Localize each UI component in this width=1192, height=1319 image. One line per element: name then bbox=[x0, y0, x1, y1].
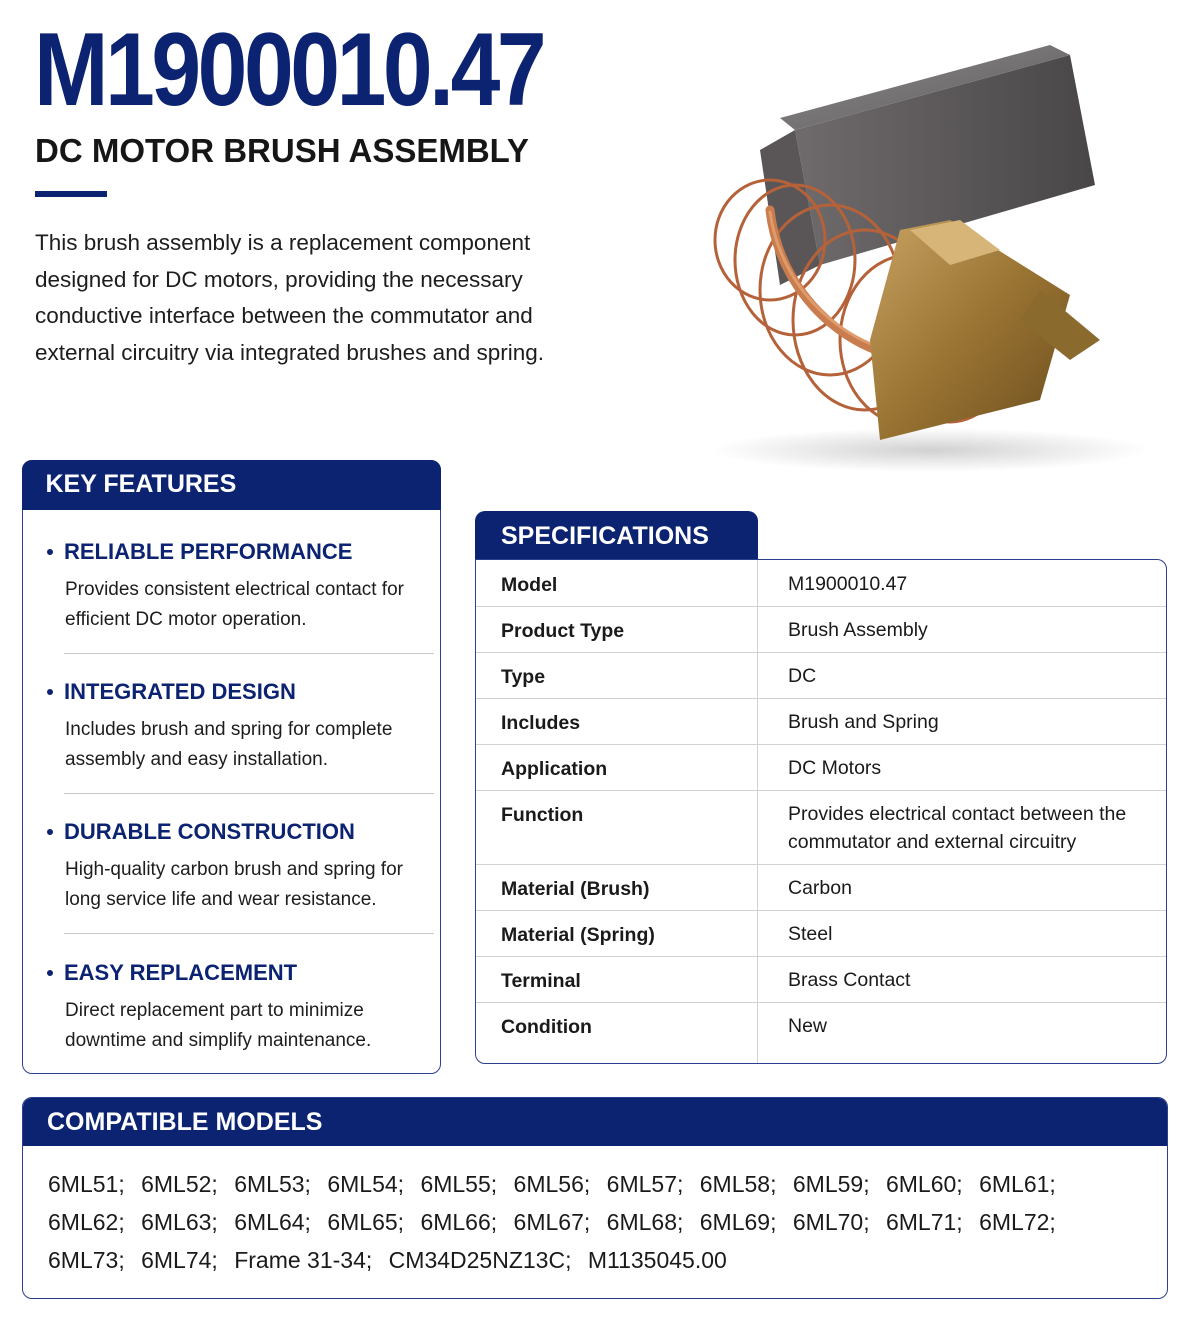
spec-key: Product Type bbox=[501, 620, 625, 642]
model-entry: Frame 31-34; bbox=[234, 1247, 373, 1273]
feature-title-text: DURABLE CONSTRUCTION bbox=[64, 819, 355, 844]
bullet-icon bbox=[47, 549, 53, 555]
model-entry: 6ML73; bbox=[48, 1247, 125, 1273]
product-model-title: M1900010.47 bbox=[34, 12, 544, 128]
model-entry: 6ML63; bbox=[141, 1209, 218, 1235]
spec-value: Brass Contact bbox=[788, 969, 911, 991]
feature-item bbox=[47, 539, 427, 634]
spec-key: Application bbox=[501, 758, 608, 780]
feature-item bbox=[47, 679, 427, 774]
feature-title bbox=[47, 679, 427, 705]
spec-value: New bbox=[788, 1015, 828, 1037]
spec-value: Provides electrical contact between the commutator and external circuitry bbox=[788, 803, 1127, 853]
model-entry: 6ML53; bbox=[234, 1171, 311, 1197]
table-row bbox=[476, 1003, 1166, 1063]
model-entry: 6ML72; bbox=[979, 1209, 1056, 1235]
spec-key: Material (Brush) bbox=[501, 878, 650, 900]
key-features-heading: KEY FEATURES bbox=[22, 460, 441, 510]
table-row bbox=[476, 607, 1166, 653]
model-entry: 6ML52; bbox=[141, 1171, 218, 1197]
model-entry: 6ML60; bbox=[885, 1171, 963, 1197]
model-entry: 6ML56; bbox=[513, 1171, 591, 1197]
spec-value: Steel bbox=[788, 923, 833, 945]
model-entry: CM34D25NZ13C; bbox=[388, 1247, 572, 1273]
model-entry: 6ML74; bbox=[141, 1247, 218, 1273]
table-row bbox=[476, 653, 1166, 699]
spec-key: Model bbox=[501, 574, 558, 596]
spec-key: Type bbox=[501, 666, 546, 688]
model-entry: 6ML68; bbox=[606, 1209, 684, 1235]
feature-title-text: INTEGRATED DESIGN bbox=[64, 679, 296, 704]
feature-description: Includes brush and spring for complete assembly and easy installation. bbox=[65, 719, 393, 770]
key-features-panel bbox=[22, 460, 441, 1074]
table-row bbox=[476, 699, 1166, 745]
spec-key: Condition bbox=[501, 1016, 592, 1038]
specifications-heading: SPECIFICATIONS bbox=[475, 511, 758, 561]
feature-description: Provides consistent electrical contact for efficient DC motor operation. bbox=[65, 579, 404, 630]
model-entry: 6ML71; bbox=[885, 1209, 963, 1235]
spec-key: Function bbox=[501, 804, 584, 826]
feature-description: High-quality carbon brush and spring for long service life and wear resistance. bbox=[65, 859, 403, 910]
spec-key: Material (Spring) bbox=[501, 924, 655, 946]
feature-divider bbox=[64, 933, 434, 934]
model-entry: M1135045.00 bbox=[587, 1247, 727, 1273]
model-entry: 6ML59; bbox=[792, 1171, 870, 1197]
model-entry: 6ML58; bbox=[699, 1171, 777, 1197]
spec-key: Includes bbox=[501, 712, 581, 734]
model-entry: 6ML64; bbox=[234, 1209, 311, 1235]
compatible-models-list bbox=[48, 1165, 1148, 1279]
spec-value: M1900010.47 bbox=[788, 573, 908, 595]
product-intro: This brush assembly is a replacement component designed for DC motors, providing the necessary conductive interface between the commutator and external circuitry via integrated brushes and spring. bbox=[35, 230, 545, 365]
spec-value: Brush Assembly bbox=[788, 619, 928, 641]
product-subtitle: DC MOTOR BRUSH ASSEMBLY bbox=[35, 132, 529, 169]
model-entry: 6ML66; bbox=[420, 1209, 498, 1235]
table-row bbox=[476, 957, 1166, 1003]
feature-divider bbox=[64, 653, 434, 654]
table-row bbox=[476, 560, 1166, 607]
model-entry: 6ML57; bbox=[606, 1171, 684, 1197]
model-entry: 6ML51; bbox=[48, 1171, 125, 1197]
feature-title bbox=[47, 539, 427, 565]
model-entry: 6ML61; bbox=[979, 1171, 1056, 1197]
spec-value: Carbon bbox=[788, 877, 852, 899]
model-entry: 6ML62; bbox=[48, 1209, 125, 1235]
model-entry: 6ML69; bbox=[699, 1209, 777, 1235]
feature-title bbox=[47, 819, 427, 845]
feature-divider bbox=[64, 793, 434, 794]
table-row bbox=[476, 791, 1166, 865]
feature-item bbox=[47, 819, 427, 914]
model-entry: 6ML54; bbox=[327, 1171, 405, 1197]
bullet-icon bbox=[47, 970, 53, 976]
bullet-icon bbox=[47, 829, 53, 835]
feature-description: Direct replacement part to minimize downtime and simplify maintenance. bbox=[65, 1000, 372, 1051]
feature-title bbox=[47, 960, 427, 986]
spec-value: DC Motors bbox=[788, 757, 882, 779]
table-row bbox=[476, 865, 1166, 911]
model-entry: 6ML65; bbox=[327, 1209, 405, 1235]
model-entry: 6ML55; bbox=[420, 1171, 498, 1197]
title-underline bbox=[35, 191, 107, 197]
spec-value: Brush and Spring bbox=[788, 711, 939, 733]
compatible-models-heading: COMPATIBLE MODELS bbox=[23, 1098, 1167, 1146]
model-entry: 6ML70; bbox=[792, 1209, 870, 1235]
spec-value: DC bbox=[788, 665, 817, 687]
specifications-table bbox=[475, 559, 1167, 1064]
feature-item bbox=[47, 960, 427, 1055]
feature-title-text: RELIABLE PERFORMANCE bbox=[64, 539, 353, 564]
table-row bbox=[476, 745, 1166, 791]
compatible-models-panel bbox=[22, 1097, 1168, 1299]
model-entry: 6ML67; bbox=[513, 1209, 591, 1235]
bullet-icon bbox=[47, 689, 53, 695]
feature-title-text: EASY REPLACEMENT bbox=[64, 960, 298, 985]
brush-assembly-image bbox=[620, 40, 1180, 480]
spec-key: Terminal bbox=[501, 970, 581, 992]
table-row bbox=[476, 911, 1166, 957]
